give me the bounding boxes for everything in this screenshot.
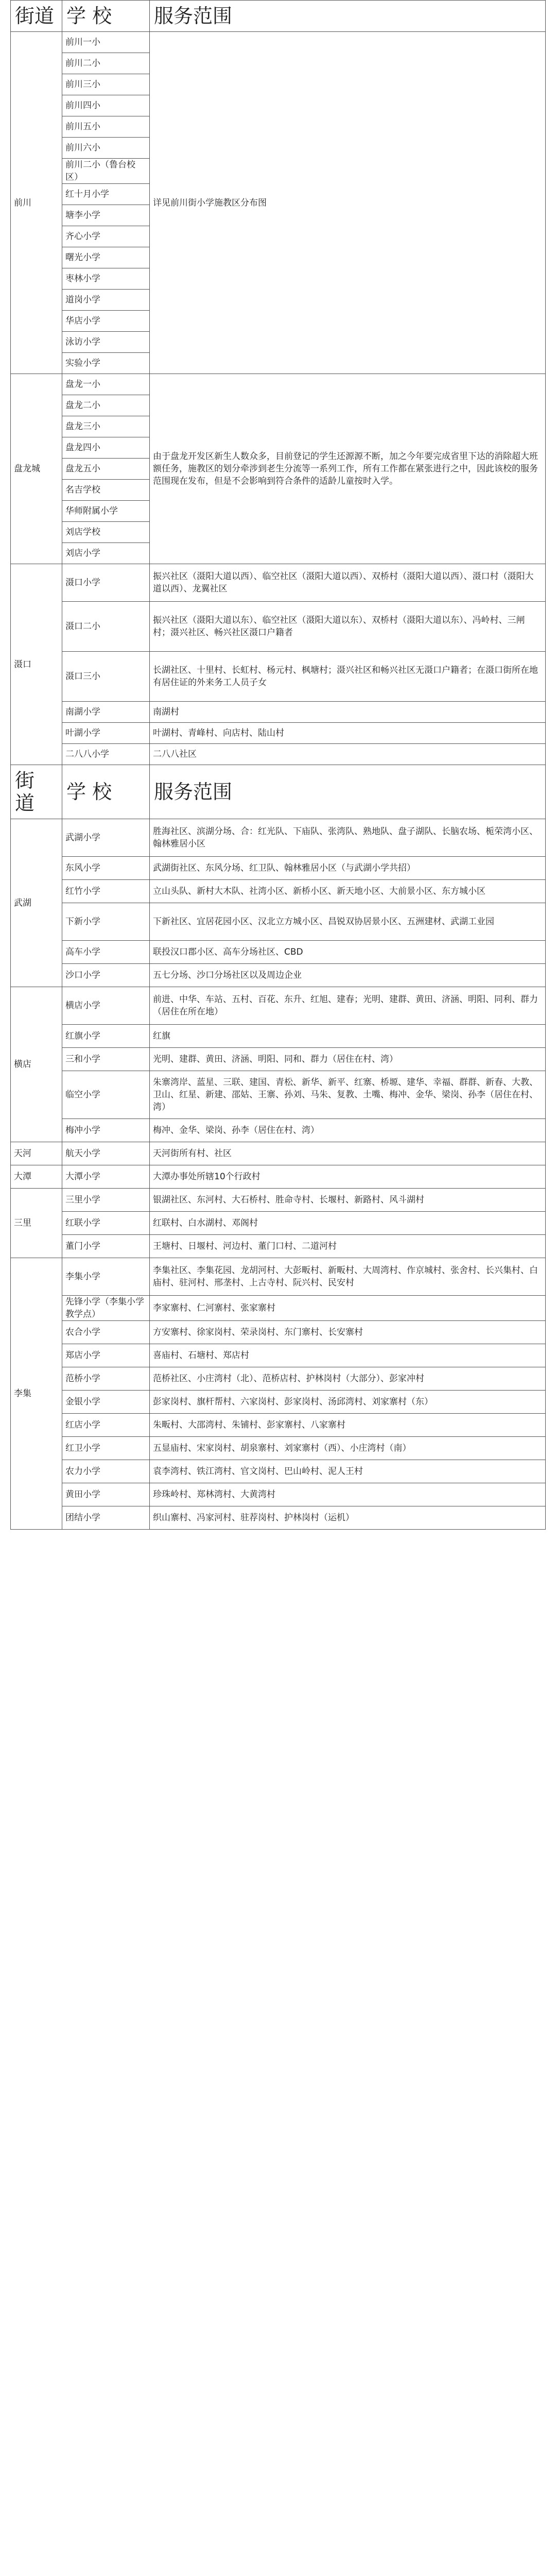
school-cell: 东风小学 bbox=[62, 857, 150, 880]
street-cell: 盘龙城 bbox=[11, 374, 62, 564]
table-row bbox=[11, 1212, 546, 1235]
scope-cell: 袁李湾村、铁江湾村、官文岗村、巴山岭村、泥人王村 bbox=[150, 1460, 546, 1483]
table-row bbox=[11, 602, 546, 652]
school-cell: 沙口小学 bbox=[62, 964, 150, 987]
header-school: 学 校 bbox=[62, 765, 150, 819]
school-cell: 下新小学 bbox=[62, 903, 150, 941]
table-row bbox=[11, 964, 546, 987]
street-cell: 横店 bbox=[11, 987, 62, 1142]
table-row bbox=[11, 1119, 546, 1142]
school-cell: 名吉学校 bbox=[62, 480, 150, 501]
school-cell: 实验小学 bbox=[62, 353, 150, 374]
table-row bbox=[11, 1344, 546, 1367]
scope-cell: 王塘村、日堰村、河边村、董门口村、二道河村 bbox=[150, 1235, 546, 1258]
scope-cell: 武湖街社区、东风分场、红卫队、翰林雅居小区（与武湖小学共招） bbox=[150, 857, 546, 880]
table-row bbox=[11, 1483, 546, 1506]
table-row bbox=[11, 744, 546, 765]
table-row bbox=[11, 1460, 546, 1483]
header-street: 街 道 bbox=[11, 765, 62, 819]
header-street: 街道 bbox=[11, 1, 62, 32]
table-row bbox=[11, 1258, 546, 1296]
school-cell: 刘店小学 bbox=[62, 543, 150, 564]
scope-cell: 由于盘龙开发区新生人数众多，目前登记的学生还源源不断，加之今年要完成省里下达的消除超大班额任务，施教区的划分牵涉到老生分流等一系列工作，所有工作都在紧张进行之中，因此该校的服务范围现在发布，但是不会影响到符合条件的适龄儿童按时入学。 bbox=[150, 374, 546, 564]
scope-cell: 朱畈村、大邵湾村、朱铺村、彭家寨村、八家寨村 bbox=[150, 1414, 546, 1437]
school-cell: 滠口三小 bbox=[62, 652, 150, 702]
school-cell: 大潭小学 bbox=[62, 1165, 150, 1189]
scope-cell: 联投汉口郡小区、高车分场社区、CBD bbox=[150, 941, 546, 964]
scope-cell: 朱寨湾岸、蓝星、三联、建国、青松、新华、新平、红寨、桥塬、建华、幸福、群群、新春、大教、卫山、红星、新建、邵姑、王寨、孙刘、马朱、复教、土嘴、梅冲、金华、梁岗、孙李（居住在村、湾） bbox=[150, 1071, 546, 1119]
scope-cell: 详见前川街小学施教区分布图 bbox=[150, 32, 546, 374]
school-cell: 前川五小 bbox=[62, 116, 150, 138]
table-row bbox=[11, 1235, 546, 1258]
table-row bbox=[11, 1142, 546, 1165]
school-cell: 三里小学 bbox=[62, 1189, 150, 1212]
school-cell: 董门小学 bbox=[62, 1235, 150, 1258]
school-cell: 郑店小学 bbox=[62, 1344, 150, 1367]
table-row bbox=[11, 702, 546, 723]
table-row bbox=[11, 374, 546, 395]
table-row bbox=[11, 819, 546, 857]
school-cell: 枣林小学 bbox=[62, 268, 150, 290]
table-row bbox=[11, 857, 546, 880]
street-cell: 武湖 bbox=[11, 819, 62, 987]
scope-cell: 五七分场、沙口分场社区以及周边企业 bbox=[150, 964, 546, 987]
table-row bbox=[11, 1414, 546, 1437]
header-school: 学 校 bbox=[62, 1, 150, 32]
street-cell: 李集 bbox=[11, 1258, 62, 1530]
school-cell: 红卫小学 bbox=[62, 1437, 150, 1460]
school-cell: 刘店学校 bbox=[62, 522, 150, 543]
street-cell: 大潭 bbox=[11, 1165, 62, 1189]
school-cell: 梅冲小学 bbox=[62, 1119, 150, 1142]
table-row bbox=[11, 652, 546, 702]
table-row bbox=[11, 987, 546, 1025]
scope-cell: 方安寨村、徐家岗村、荣录岗村、东门寨村、长安寨村 bbox=[150, 1321, 546, 1344]
scope-cell: 长湖社区、十里村、长虹村、杨元村、枫塘村；滠兴社区和畅兴社区无滠口户籍者；在滠口街所在地有居住证的外来务工人员子女 bbox=[150, 652, 546, 702]
table-row bbox=[11, 1071, 546, 1119]
school-cell: 横店小学 bbox=[62, 987, 150, 1025]
scope-cell: 织山寨村、冯家河村、驻荐岗村、护林岗村（运机） bbox=[150, 1506, 546, 1530]
table-row bbox=[11, 1391, 546, 1414]
school-cell: 前川一小 bbox=[62, 32, 150, 53]
scope-cell: 叶湖村、青峰村、向店村、陆山村 bbox=[150, 723, 546, 744]
school-cell: 盘龙一小 bbox=[62, 374, 150, 395]
school-cell: 范桥小学 bbox=[62, 1367, 150, 1391]
school-cell: 先锋小学（李集小学教学点） bbox=[62, 1296, 150, 1321]
school-cell: 盘龙三小 bbox=[62, 416, 150, 437]
scope-cell: 李集社区、李集花园、龙胡河村、大彭畈村、新畈村、大周湾村、作京城村、张舍村、长兴集村、白庙村、驻河村、邢垄村、上古寺村、阮兴村、民安村 bbox=[150, 1258, 546, 1296]
school-cell: 红十月小学 bbox=[62, 184, 150, 205]
school-cell: 滠口小学 bbox=[62, 564, 150, 602]
school-cell: 滠口二小 bbox=[62, 602, 150, 652]
scope-cell: 范桥社区、小庄湾村（北）、范桥店村、护林岗村（大部分）、彭家冲村 bbox=[150, 1367, 546, 1391]
school-cell: 农合小学 bbox=[62, 1321, 150, 1344]
school-cell: 高车小学 bbox=[62, 941, 150, 964]
school-cell: 团结小学 bbox=[62, 1506, 150, 1530]
scope-cell: 南湖村 bbox=[150, 702, 546, 723]
scope-cell: 下新社区、宜居花园小区、汉北立方城小区、昌锐双协居景小区、五洲建材、武湖工业园 bbox=[150, 903, 546, 941]
table-header-row bbox=[11, 765, 546, 819]
table-row bbox=[11, 1189, 546, 1212]
table-row bbox=[11, 1296, 546, 1321]
school-cell: 泳访小学 bbox=[62, 332, 150, 353]
table-row bbox=[11, 1048, 546, 1071]
scope-cell: 振兴社区（滠阳大道以西）、临空社区（滠阳大道以西）、双桥村（滠阳大道以西）、滠口村（滠阳大道以西）、龙翼社区 bbox=[150, 564, 546, 602]
scope-cell: 红联村、白水湖村、邓阁村 bbox=[150, 1212, 546, 1235]
street-cell: 天河 bbox=[11, 1142, 62, 1165]
scope-cell: 五显庙村、宋家岗村、胡泉寨村、刘家寨村（西）、小庄湾村（南） bbox=[150, 1437, 546, 1460]
school-cell: 李集小学 bbox=[62, 1258, 150, 1296]
school-cell: 前川四小 bbox=[62, 95, 150, 116]
school-cell: 齐心小学 bbox=[62, 226, 150, 247]
schools-table bbox=[10, 0, 546, 1530]
table-row bbox=[11, 723, 546, 744]
scope-cell: 前进、中华、车站、五村、百花、东升、红旭、建春；光明、建群、黄田、济涵、明阳、同利、群力（居住在所在地） bbox=[150, 987, 546, 1025]
school-cell: 红店小学 bbox=[62, 1414, 150, 1437]
scope-cell: 光明、建群、黄田、济涵、明阳、同和、群力（居住在村、湾） bbox=[150, 1048, 546, 1071]
scope-cell: 大潭办事处所辖10个行政村 bbox=[150, 1165, 546, 1189]
school-cell: 农力小学 bbox=[62, 1460, 150, 1483]
table-row bbox=[11, 880, 546, 903]
table-row bbox=[11, 564, 546, 602]
table-row bbox=[11, 1367, 546, 1391]
scope-cell: 二八八社区 bbox=[150, 744, 546, 765]
street-cell: 滠口 bbox=[11, 564, 62, 765]
scope-cell: 振兴社区（滠阳大道以东）、临空社区（滠阳大道以东）、双桥村（滠阳大道以东）、冯岭村、三闸村；滠兴社区、畅兴社区滠口户籍者 bbox=[150, 602, 546, 652]
school-cell: 塘李小学 bbox=[62, 205, 150, 226]
table-row bbox=[11, 1506, 546, 1530]
school-cell: 曙光小学 bbox=[62, 247, 150, 268]
scope-cell: 立山头队、新村大木队、社湾小区、新桥小区、新天地小区、大前景小区、东方城小区 bbox=[150, 880, 546, 903]
scope-cell: 珍珠岭村、郑林湾村、大黄湾村 bbox=[150, 1483, 546, 1506]
school-cell: 盘龙五小 bbox=[62, 459, 150, 480]
table-row bbox=[11, 903, 546, 941]
school-cell: 前川六小 bbox=[62, 138, 150, 159]
school-cell: 叶湖小学 bbox=[62, 723, 150, 744]
school-cell: 红联小学 bbox=[62, 1212, 150, 1235]
school-cell: 南湖小学 bbox=[62, 702, 150, 723]
table-row bbox=[11, 941, 546, 964]
school-cell: 红竹小学 bbox=[62, 880, 150, 903]
scope-cell: 银湖社区、东河村、大石桥村、胜命寺村、长堰村、新路村、风斗湖村 bbox=[150, 1189, 546, 1212]
table-row bbox=[11, 32, 546, 53]
school-cell: 道岗小学 bbox=[62, 290, 150, 311]
table-row bbox=[11, 1321, 546, 1344]
table-row bbox=[11, 1165, 546, 1189]
school-cell: 华师附属小学 bbox=[62, 501, 150, 522]
scope-cell: 红旗 bbox=[150, 1025, 546, 1048]
school-cell: 盘龙二小 bbox=[62, 395, 150, 416]
scope-cell: 胜海社区、滨湖分场、合：红光队、下庙队、张湾队、熟地队、盘子湖队、长脑农场、栀荣湾小区、翰林雅居小区 bbox=[150, 819, 546, 857]
school-cell: 航天小学 bbox=[62, 1142, 150, 1165]
school-cell: 红旗小学 bbox=[62, 1025, 150, 1048]
table-row bbox=[11, 1025, 546, 1048]
school-cell: 前川二小（鲁台校区） bbox=[62, 159, 150, 184]
school-cell: 盘龙四小 bbox=[62, 437, 150, 459]
scope-cell: 梅冲、金华、梁岗、孙李（居住在村、湾） bbox=[150, 1119, 546, 1142]
table-row bbox=[11, 1437, 546, 1460]
school-cell: 三和小学 bbox=[62, 1048, 150, 1071]
header-scope: 服务范围 bbox=[150, 765, 546, 819]
school-cell: 前川二小 bbox=[62, 53, 150, 74]
school-cell: 华店小学 bbox=[62, 311, 150, 332]
school-cell: 武湖小学 bbox=[62, 819, 150, 857]
school-cell: 二八八小学 bbox=[62, 744, 150, 765]
scope-cell: 李家寨村、仁河寨村、张家寨村 bbox=[150, 1296, 546, 1321]
street-cell: 前川 bbox=[11, 32, 62, 374]
header-scope: 服务范围 bbox=[150, 1, 546, 32]
school-cell: 金银小学 bbox=[62, 1391, 150, 1414]
school-cell: 黄田小学 bbox=[62, 1483, 150, 1506]
scope-cell: 彭家岗村、旗杆帮村、六家岗村、彭家岗村、汤邱湾村、刘家寨村（东） bbox=[150, 1391, 546, 1414]
scope-cell: 天河街所有村、社区 bbox=[150, 1142, 546, 1165]
school-cell: 临空小学 bbox=[62, 1071, 150, 1119]
table-header-row bbox=[11, 1, 546, 32]
scope-cell: 喜庙村、石塘村、郑店村 bbox=[150, 1344, 546, 1367]
street-cell: 三里 bbox=[11, 1189, 62, 1258]
school-cell: 前川三小 bbox=[62, 74, 150, 95]
